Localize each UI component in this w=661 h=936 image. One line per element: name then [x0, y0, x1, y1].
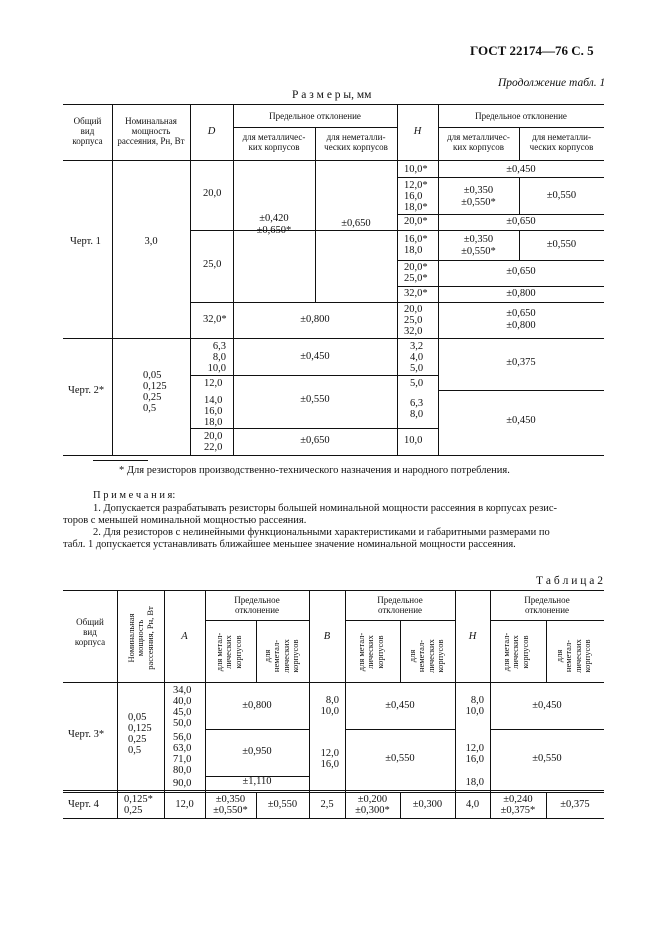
table-2-label: Т а б л и ц а 2 — [536, 575, 604, 587]
h-dev-cell: ±0,650 — [506, 216, 536, 227]
d-cell: 12,0 — [204, 378, 223, 389]
col-a: A — [181, 631, 188, 642]
a-cell: 90,0 — [173, 778, 192, 789]
dev-cell: ±0,800 — [300, 314, 330, 325]
b-cell: 2,5 — [320, 799, 334, 810]
b-cell: 12,0 16,0 — [320, 748, 339, 771]
h-cell: 20,0 25,0 32,0 — [404, 304, 423, 338]
h-cell: 20,0* 25,0* — [404, 262, 428, 285]
col-case-type: Общий вид корпуса — [74, 617, 106, 647]
col-dev-b-metal: для метал- лических корпусов — [356, 632, 385, 672]
h-dev-cell: ±0,350 ±0,550* — [461, 185, 496, 208]
a-dev-cell: ±0,950 — [242, 746, 272, 757]
col-power: Номинальная мощность рассеяния, Pн, Вт — [126, 606, 155, 670]
h-cell: 20,0* — [404, 216, 428, 227]
h-cell: 10,0* — [404, 164, 428, 175]
h-cell: 12,0* 16,0 18,0* — [404, 180, 428, 214]
a-dev-cell: ±1,110 — [242, 776, 272, 787]
d-cell: 25,0 — [203, 259, 222, 270]
h-dev-cell: ±0,350 ±0,550* — [461, 234, 496, 257]
a-dev-cell: ±0,800 — [242, 700, 272, 711]
col-h: H — [413, 126, 422, 137]
h-cell: 12,0 16,0 — [465, 743, 484, 766]
b-cell: 8,0 10,0 — [320, 695, 339, 718]
b-dev-cell: ±0,200 ±0,300* — [355, 794, 390, 817]
d-cell: 32,0* — [203, 314, 227, 325]
case-type-cell: Черт. 3* — [68, 729, 105, 740]
power-cell: 0,05 0,125 0,25 0,5 — [143, 370, 167, 415]
col-power: Номинальная мощность рассеяния, Pн, Вт — [117, 116, 185, 146]
d-cell: 6,3 8,0 10,0 — [207, 341, 226, 375]
h-cell: 5,0 — [410, 378, 424, 389]
h-cell: 8,0 10,0 — [465, 695, 484, 718]
h-dev-cell: ±0,550 — [546, 190, 577, 201]
power-cell: 0,05 0,125 0,25 0,5 — [128, 712, 152, 757]
col-dev-h-metal: для метал- лических корпусов — [501, 632, 530, 672]
a-cell: 12,0 — [175, 799, 194, 810]
h-cell: 16,0* 18,0 — [404, 234, 428, 257]
power-cell: 0,125* 0,25 — [124, 794, 153, 817]
h-dev-cell: ±0,375 — [560, 799, 590, 810]
note-2-line-2: табл. 1 допускается устанавливать ближайшее меньшее значение номинальной мощности рассеяния. — [63, 539, 516, 550]
power-cell: 3,0 — [144, 236, 158, 247]
note-2-line-1: 2. Для резисторов с нелинейными функциональными характеристиками и габаритными размерами по — [93, 527, 550, 538]
a-dev-cell: ±0,550 — [267, 799, 298, 810]
col-dev-a-nonmetal: для неметал- лических корпусов — [262, 639, 301, 673]
d-cell: 20,0 — [203, 188, 222, 199]
h-dev-cell: ±0,450 — [506, 415, 536, 426]
col-dev-h-nonmetal: для неметал- лических корпусов — [554, 639, 593, 673]
page-header: ГОСТ 22174—76 С. 5 — [470, 43, 594, 58]
col-dev-h: Предельное отклонение — [475, 111, 567, 121]
h-cell: 4,0 — [465, 799, 480, 810]
col-d: D — [207, 126, 216, 137]
col-h: H — [468, 631, 477, 642]
a-cell: 34,0 40,0 45,0 50,0 — [173, 685, 192, 730]
case-type-cell: Черт. 4 — [68, 799, 99, 810]
note-1-line-1: 1. Допускается разрабатывать резисторы большей номинальной мощности рассеяния в корпусах резис- — [93, 503, 558, 514]
col-dev-d-nonmetal: для неметалли- ческих корпусов — [324, 132, 388, 152]
b-dev-cell: ±0,300 — [412, 799, 443, 810]
case-type-cell: Черт. 2* — [68, 385, 105, 396]
dev-cell: ±0,650 — [300, 435, 330, 446]
col-dev-b-nonmetal: для неметал- лических корпусов — [407, 639, 446, 673]
notes-title: П р и м е ч а н и я: — [93, 490, 176, 501]
h-cell: 32,0* — [404, 288, 428, 299]
col-dev-a: Предельное отклонение — [234, 595, 280, 615]
col-dev-d-metal: для металличес- ких корпусов — [242, 132, 306, 152]
d-cell: 20,0 22,0 — [204, 431, 223, 454]
h-dev-cell: ±0,450 — [532, 700, 562, 711]
h-dev-cell: ±0,650 — [506, 266, 536, 277]
h-dev-cell: ±0,240 ±0,375* — [500, 794, 536, 817]
col-dev-h-nonmetal: для неметалли- ческих корпусов — [529, 132, 594, 152]
table-continuation-label: Продолжение табл. 1 — [498, 77, 606, 89]
h-cell: 3,2 4,0 5,0 — [410, 341, 424, 375]
d-cell: 14,0 16,0 18,0 — [204, 395, 223, 429]
dev-cell: ±0,650 — [341, 218, 371, 229]
dev-cell: ±0,550 — [300, 394, 330, 405]
b-dev-cell: ±0,450 — [385, 700, 415, 711]
footnote: * Для резисторов производственно-технического назначения и народного потребления. — [119, 465, 510, 476]
h-cell: 6,3 8,0 — [410, 398, 424, 421]
a-dev-cell: ±0,350 ±0,550* — [213, 794, 248, 817]
a-cell: 56,0 63,0 71,0 80,0 — [173, 732, 192, 777]
col-dev-h: Предельное отклонение — [524, 595, 570, 615]
b-dev-cell: ±0,550 — [385, 753, 415, 764]
h-dev-cell: ±0,550 — [546, 239, 577, 250]
col-dev-d: Предельное отклонение — [269, 111, 361, 121]
case-type-cell: Черт. 1 — [70, 236, 101, 247]
h-cell: 18,0 — [465, 777, 484, 788]
dev-cell: ±0,420 ±0,650* — [256, 213, 292, 236]
h-dev-cell: ±0,450 — [506, 164, 536, 175]
sizes-header: Р а з м е р ы, мм — [292, 89, 372, 101]
col-b: B — [323, 631, 331, 642]
col-case-type: Общий вид корпуса — [72, 116, 103, 146]
h-dev-cell: ±0,650 ±0,800 — [506, 308, 536, 331]
dev-cell: ±0,450 — [300, 351, 330, 362]
h-cell: 10,0 — [404, 435, 423, 446]
h-dev-cell: ±0,375 — [506, 357, 536, 368]
col-dev-h-metal: для металличес- ких корпусов — [447, 132, 510, 152]
col-dev-a-metal: для метал- лических корпусов — [214, 632, 243, 672]
note-1-line-2: торов с меньшей номинальной мощностью рассеяния. — [63, 515, 307, 526]
col-dev-b: Предельное отклонение — [377, 595, 423, 615]
h-dev-cell: ±0,550 — [532, 753, 562, 764]
h-dev-cell: ±0,800 — [506, 288, 536, 299]
